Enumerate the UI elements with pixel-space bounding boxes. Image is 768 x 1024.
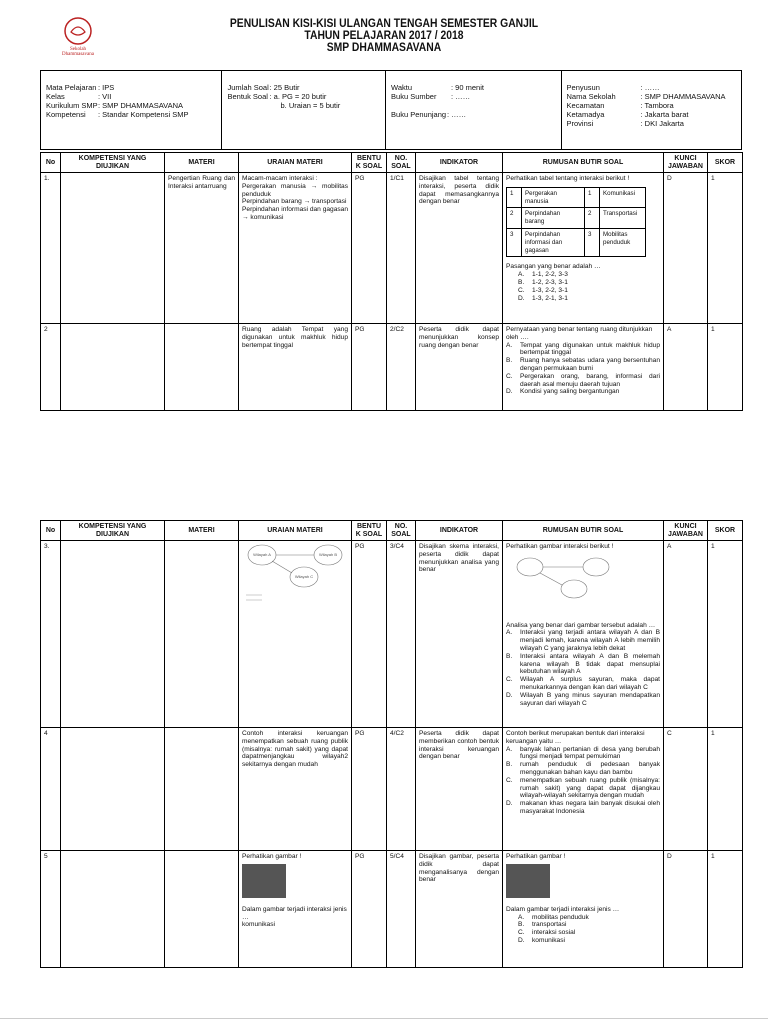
document-title <box>0 18 768 54</box>
header-indikator: INDIKATOR <box>416 521 503 541</box>
header-uraian: URAIAN MATERI <box>239 521 352 541</box>
header-no: No <box>41 153 61 173</box>
svg-text:Wilayah C: Wilayah C <box>294 574 314 579</box>
title-line-2: TAHUN PELAJARAN 2017 / 2018 <box>304 30 464 42</box>
info-column-questions: Jumlah Soal : 25 Butir Bentuk Soal : a. PG = 20 butir b. Uraian = 5 butir <box>222 71 386 149</box>
table-row: 1. Pengertian Ruang dan Interaksi antarruang Macam-macam interaksi : Pergerakan manusia → mobilitas penduduk Perpindahan barang → transportasi Perpindahan informasi dan gagasan → komunikasi PG 1/C1 Disajikan tabel tentang interaksi, peserta didik dapat memasangkannya dengan benar Perhatikan tabel tentang interaksi berikut ! 1 Pergerakan manusia 1 Komunikasi 2 Perpindahan barang 2 Transportasi 3 Perpindahan informasi dan gagasan 3 Mobilitas penduduk Pasangan yang benar adalah … A. 1-1, 2-2, 3-3 B. 1-2, 2-3, 3-1 C. 1-3, 2-2, 3-1 D. 1-3, 2-1, 3-1 D 1 <box>41 173 743 324</box>
table-row: 4 Contoh interaksi keruangan menempatkan sebuah ruang publik (misalnya: rumah sakit) yang dapat dapatmenjangkau wilayah2 sekitarnya dengan mudah PG 4/C2 Peserta didik dapat memberikan contoh bentuk interaksi keruangan dengan benar Contoh berikut merupakan bentuk dari interaksi keruangan yaitu … A. banyak lahan pertanian di desa yang berubah fungsi menjadi tempat pemukiman B. rumah penduduk di pedesaan banyak menggunakan bahan kayu dan bambu C. menempatkan sebuah ruang publik (misalnya: rumah sakit) yang dapat dapat dijangkau wilayah-wilayah sekitarnya dengan mudah D. makanan khas negara lain banyak disukai oleh masyarakat Indonesia C 1 <box>41 728 743 851</box>
header-nosoal: NO. SOAL <box>387 153 416 173</box>
header-kompetensi: KOMPETENSI YANG DIUJIKAN <box>61 521 165 541</box>
header-skor: SKOR <box>708 521 743 541</box>
svg-text:Dhammasavana: Dhammasavana <box>62 52 94 56</box>
exam-info-box <box>40 70 742 150</box>
header-kunci: KUNCI JAWABAN <box>664 521 708 541</box>
header-uraian: URAIAN MATERI <box>239 153 352 173</box>
header-bentuk: BENTU K SOAL <box>352 521 387 541</box>
info-column-subject: Mata Pelajaran : IPS Kelas : VII Kurikulum SMP : SMP DHAMMASAVANA Kompetensi : Standar Kompetensi SMP <box>41 71 222 149</box>
table-row: 3. Wilayah A Wilayah B Wilayah C PG 3/C4 Disajikan skema interaksi, peserta didik dapat menunjukkan analisa yang benar Perhatikan gambar interaksi berikut ! Analisa yang benar dari gambar tersebut adalah … A. Interaksi yang terjadi antara wilayah A dan B menjadi lemah, karena wilayah A lebih memilih wilayah C yang jaraknya lebih dekat B. Interaksi antara wilayah A dan B melemah karena wilayah B tidak dapat mensuplai kebutuhan wilayah A C. Wilayah A surplus sayuran, maka dapat menukarkannya dengan ikan dari wilayah C D. Wilayah B yang minus sayuran mendapatkan sayuran dari wilayah C A 1 <box>41 541 743 728</box>
svg-text:Sekolah: Sekolah <box>69 47 87 52</box>
page-edge <box>0 1018 768 1019</box>
header-materi: MATERI <box>165 153 239 173</box>
title-line-3: SMP DHAMMASAVANA <box>326 42 442 54</box>
info-column-school: Penyusun : …… Nama Sekolah : SMP DHAMMASAVANA Kecamatan : Tambora Ketamadya : Jakarta barat Provinsi : DKI Jakarta <box>566 83 726 128</box>
header-rumusan: RUMUSAN BUTIR SOAL <box>503 521 664 541</box>
grid-table-2 <box>40 520 743 968</box>
header-indikator: INDIKATOR <box>416 153 503 173</box>
header-nosoal: NO. SOAL <box>387 521 416 541</box>
table-row: 2 Ruang adalah Tempat yang digunakan untuk makhluk hidup bertempat tinggal PG 2/C2 Peserta didik dapat menunjukkan konsep ruang dengan benar Pernyataan yang benar tentang ruang ditunjukkan oleh …. A. Tempat yang digunakan untuk makhluk hidup bertempat tinggal B. Ruang hanya sebatas udara yang bersentuhan dengan permukaan bumi C. Pergerakan orang, barang, informasi dari daerah asal menuju daerah tujuan D. Kondisi yang saling bergantungan A 1 <box>41 324 743 411</box>
header-no: No <box>41 521 61 541</box>
header-kompetensi: KOMPETENSI YANG DIUJIKAN <box>61 153 165 173</box>
interaction-diagram <box>242 543 346 605</box>
header-skor: SKOR <box>708 153 743 173</box>
interaction-diagram-small <box>512 555 616 605</box>
svg-text:Wilayah B: Wilayah B <box>318 552 338 557</box>
communication-photo <box>242 864 286 898</box>
communication-photo <box>506 864 550 898</box>
header-bentuk: BENTU K SOAL <box>352 153 387 173</box>
header-rumusan: RUMUSAN BUTIR SOAL <box>503 153 664 173</box>
grid-table-1 <box>40 152 743 411</box>
title-line-1: PENULISAN KISI-KISI ULANGAN TENGAH SEMESTER GANJIL <box>229 18 539 30</box>
table-row: 5 Perhatikan gambar ! Dalam gambar terjadi interaksi jenis … komunikasi PG 5/C4 Disajikan gambar, peserta didik dapat menganalisanya dengan benar Perhatikan gambar ! Dalam gambar terjadi interaksi jenis … A. mobilitas penduduk B. transportasi C. interaksi sosial D. komunikasi D 1 <box>41 851 743 968</box>
header-kunci: KUNCI JAWABAN <box>664 153 708 173</box>
svg-text:Wilayah A: Wilayah A <box>253 552 271 557</box>
header-materi: MATERI <box>165 521 239 541</box>
matching-table: 1 Pergerakan manusia 1 Komunikasi 2 Perpindahan barang 2 Transportasi 3 Perpindahan informasi dan gagasan 3 Mobilitas penduduk <box>506 187 646 258</box>
info-column-time: Waktu : 90 menit Buku Sumber : …… Buku Penunjang : …… <box>386 71 562 149</box>
